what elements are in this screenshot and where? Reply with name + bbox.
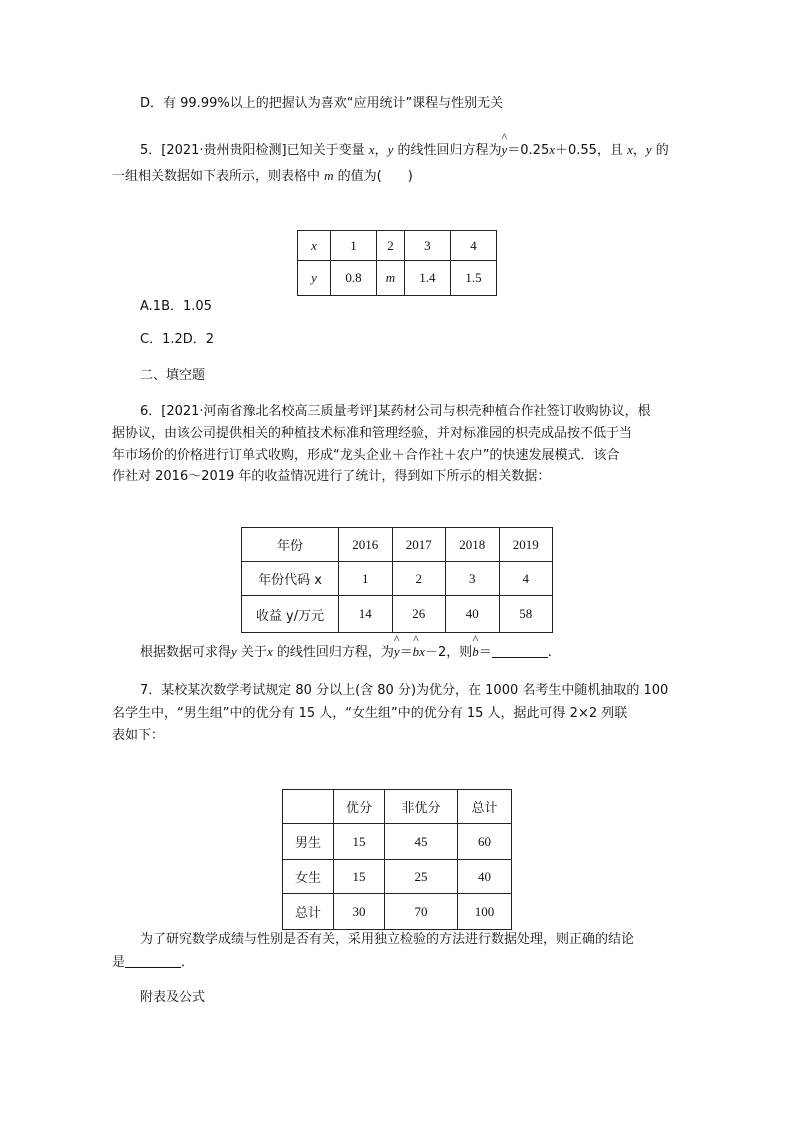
table-cell: 100 [458, 894, 512, 930]
q7-end: ． [181, 955, 195, 970]
table-cell: 4 [450, 231, 496, 261]
var-y: y [387, 142, 394, 157]
q5-options-ab: A.1B．1.05 [140, 299, 212, 314]
var-x: x [419, 644, 425, 659]
table-cell: 2016 [339, 528, 393, 562]
y-hat: ^ y [394, 642, 400, 662]
y-hat: ^ y [501, 140, 507, 160]
var-x: x [368, 142, 375, 157]
table-cell: 40 [458, 860, 512, 894]
var-y: y [231, 644, 237, 659]
table-cell: 收益 y/万元 [242, 596, 339, 633]
q6-line4: 作社对 2016～2019 年的收益情况进行了统计，得到如下所示的相关数据： [112, 469, 551, 484]
table-cell: y [298, 261, 331, 296]
q6-text: －2，则 [424, 645, 473, 660]
q7-table [282, 789, 512, 930]
q6-eq: ＝ [399, 645, 413, 660]
table-cell: 60 [458, 824, 512, 860]
q6-table [241, 527, 553, 633]
table-cell: 40 [446, 596, 500, 633]
table-cell: 总计 [458, 790, 512, 824]
table-cell: 年份 [242, 528, 339, 562]
table-cell: 2019 [499, 528, 553, 562]
table-cell: 26 [392, 596, 446, 633]
q5-line2 [112, 166, 413, 187]
appendix-title: 附表及公式 [140, 990, 206, 1005]
q6-text: 根据数据可求得 [140, 645, 232, 660]
table-cell: 3 [404, 231, 450, 261]
q7-line1: 7．某校某次数学考试规定 80 分以上(含 80 分)为优分，在 1000 名考生中随机抽取的 100 [140, 683, 669, 698]
sep: ， [374, 143, 388, 158]
table-cell: 0.8 [331, 261, 377, 296]
q6-end: . [547, 645, 552, 660]
q5-eq: ＝0.25 [507, 143, 550, 158]
table-cell: 15 [334, 860, 385, 894]
table-cell: 优分 [334, 790, 385, 824]
var-x: x [549, 142, 555, 157]
q5-text: 的值为( ) [333, 169, 413, 184]
q5-text: 的线性回归方程为 [393, 143, 502, 158]
q6-text: 的线性回归方程，为 [272, 645, 394, 660]
answer-blank[interactable] [492, 643, 548, 658]
q6-line2: 据协议，由该公司提供相关的种植技术标准和管理经验，并对标准园的枳壳成品按不低于当 [112, 426, 633, 441]
table-cell: 2017 [392, 528, 446, 562]
q6-eq: ＝ [478, 645, 492, 660]
table-cell: 30 [334, 894, 385, 930]
q5-text: 5．[2021·贵州贵阳检测]已知关于变量 [140, 143, 369, 158]
table-cell: 2 [392, 562, 446, 596]
table-cell: 25 [385, 860, 458, 894]
table-cell: 年份代码 x [242, 562, 339, 596]
q6-text: 关于 [236, 645, 267, 660]
sep: ， [632, 143, 646, 158]
section-title: 二、填空题 [140, 368, 206, 383]
table-cell: 1.4 [404, 261, 450, 296]
b-hat: ^ b [413, 642, 420, 662]
var-x: x [266, 644, 273, 659]
table-cell: 2018 [446, 528, 500, 562]
q6-line1: 6．[2021·河南省豫北名校高三质量考评]某药材公司与枳壳种植合作社签订收购协议，根 [140, 404, 651, 419]
var-x: x [627, 142, 633, 157]
q5-tail: 的 [651, 143, 669, 158]
table-cell: 4 [499, 562, 553, 596]
table-cell: 45 [385, 824, 458, 860]
table-cell: 2 [377, 231, 405, 261]
q6-answer-line [140, 642, 552, 663]
q5-line1 [140, 140, 669, 161]
q5-table [297, 230, 497, 296]
table-cell: m [377, 261, 405, 296]
table-cell: 58 [499, 596, 553, 633]
table-cell: 14 [339, 596, 393, 633]
var-y: y [645, 142, 652, 157]
q5-text: 一组相关数据如下表所示，则表格中 [112, 169, 325, 184]
q5-options-cd: C．1.2D．2 [140, 332, 215, 347]
b-hat: ^ b [472, 642, 479, 662]
table-cell: 1.5 [450, 261, 496, 296]
answer-blank[interactable] [125, 953, 181, 968]
table-cell: 3 [446, 562, 500, 596]
option-d: D．有 99.99%以上的把握认为喜欢“应用统计”课程与性别无关 [140, 96, 504, 111]
table-cell: 总计 [283, 894, 334, 930]
table-cell: 15 [334, 824, 385, 860]
var-m: m [324, 168, 334, 183]
q7-text: 是 [112, 955, 126, 970]
q7-conclusion-line1: 为了研究数学成绩与性别是否有关，采用独立检验的方法进行数据处理，则正确的结论 [140, 932, 635, 947]
q6-line3: 年市场价的价格进行订单式收购，形成“龙头企业＋合作社＋农户”的快速发展模式．该合 [112, 448, 620, 463]
q5-eq2: ＋0.55，且 [555, 143, 628, 158]
q7-line2: 名学生中，“男生组”中的优分有 15 人，“女生组”中的优分有 15 人，据此可得 2×2 列联 [112, 706, 628, 721]
table-cell: 1 [339, 562, 393, 596]
table-cell: x [298, 231, 331, 261]
q7-line3: 表如下： [112, 728, 165, 743]
table-cell [283, 790, 334, 824]
table-cell: 男生 [283, 824, 334, 860]
table-cell: 女生 [283, 860, 334, 894]
table-cell: 非优分 [385, 790, 458, 824]
q7-conclusion-line2 [112, 953, 194, 973]
table-cell: 1 [331, 231, 377, 261]
table-cell: 70 [385, 894, 458, 930]
